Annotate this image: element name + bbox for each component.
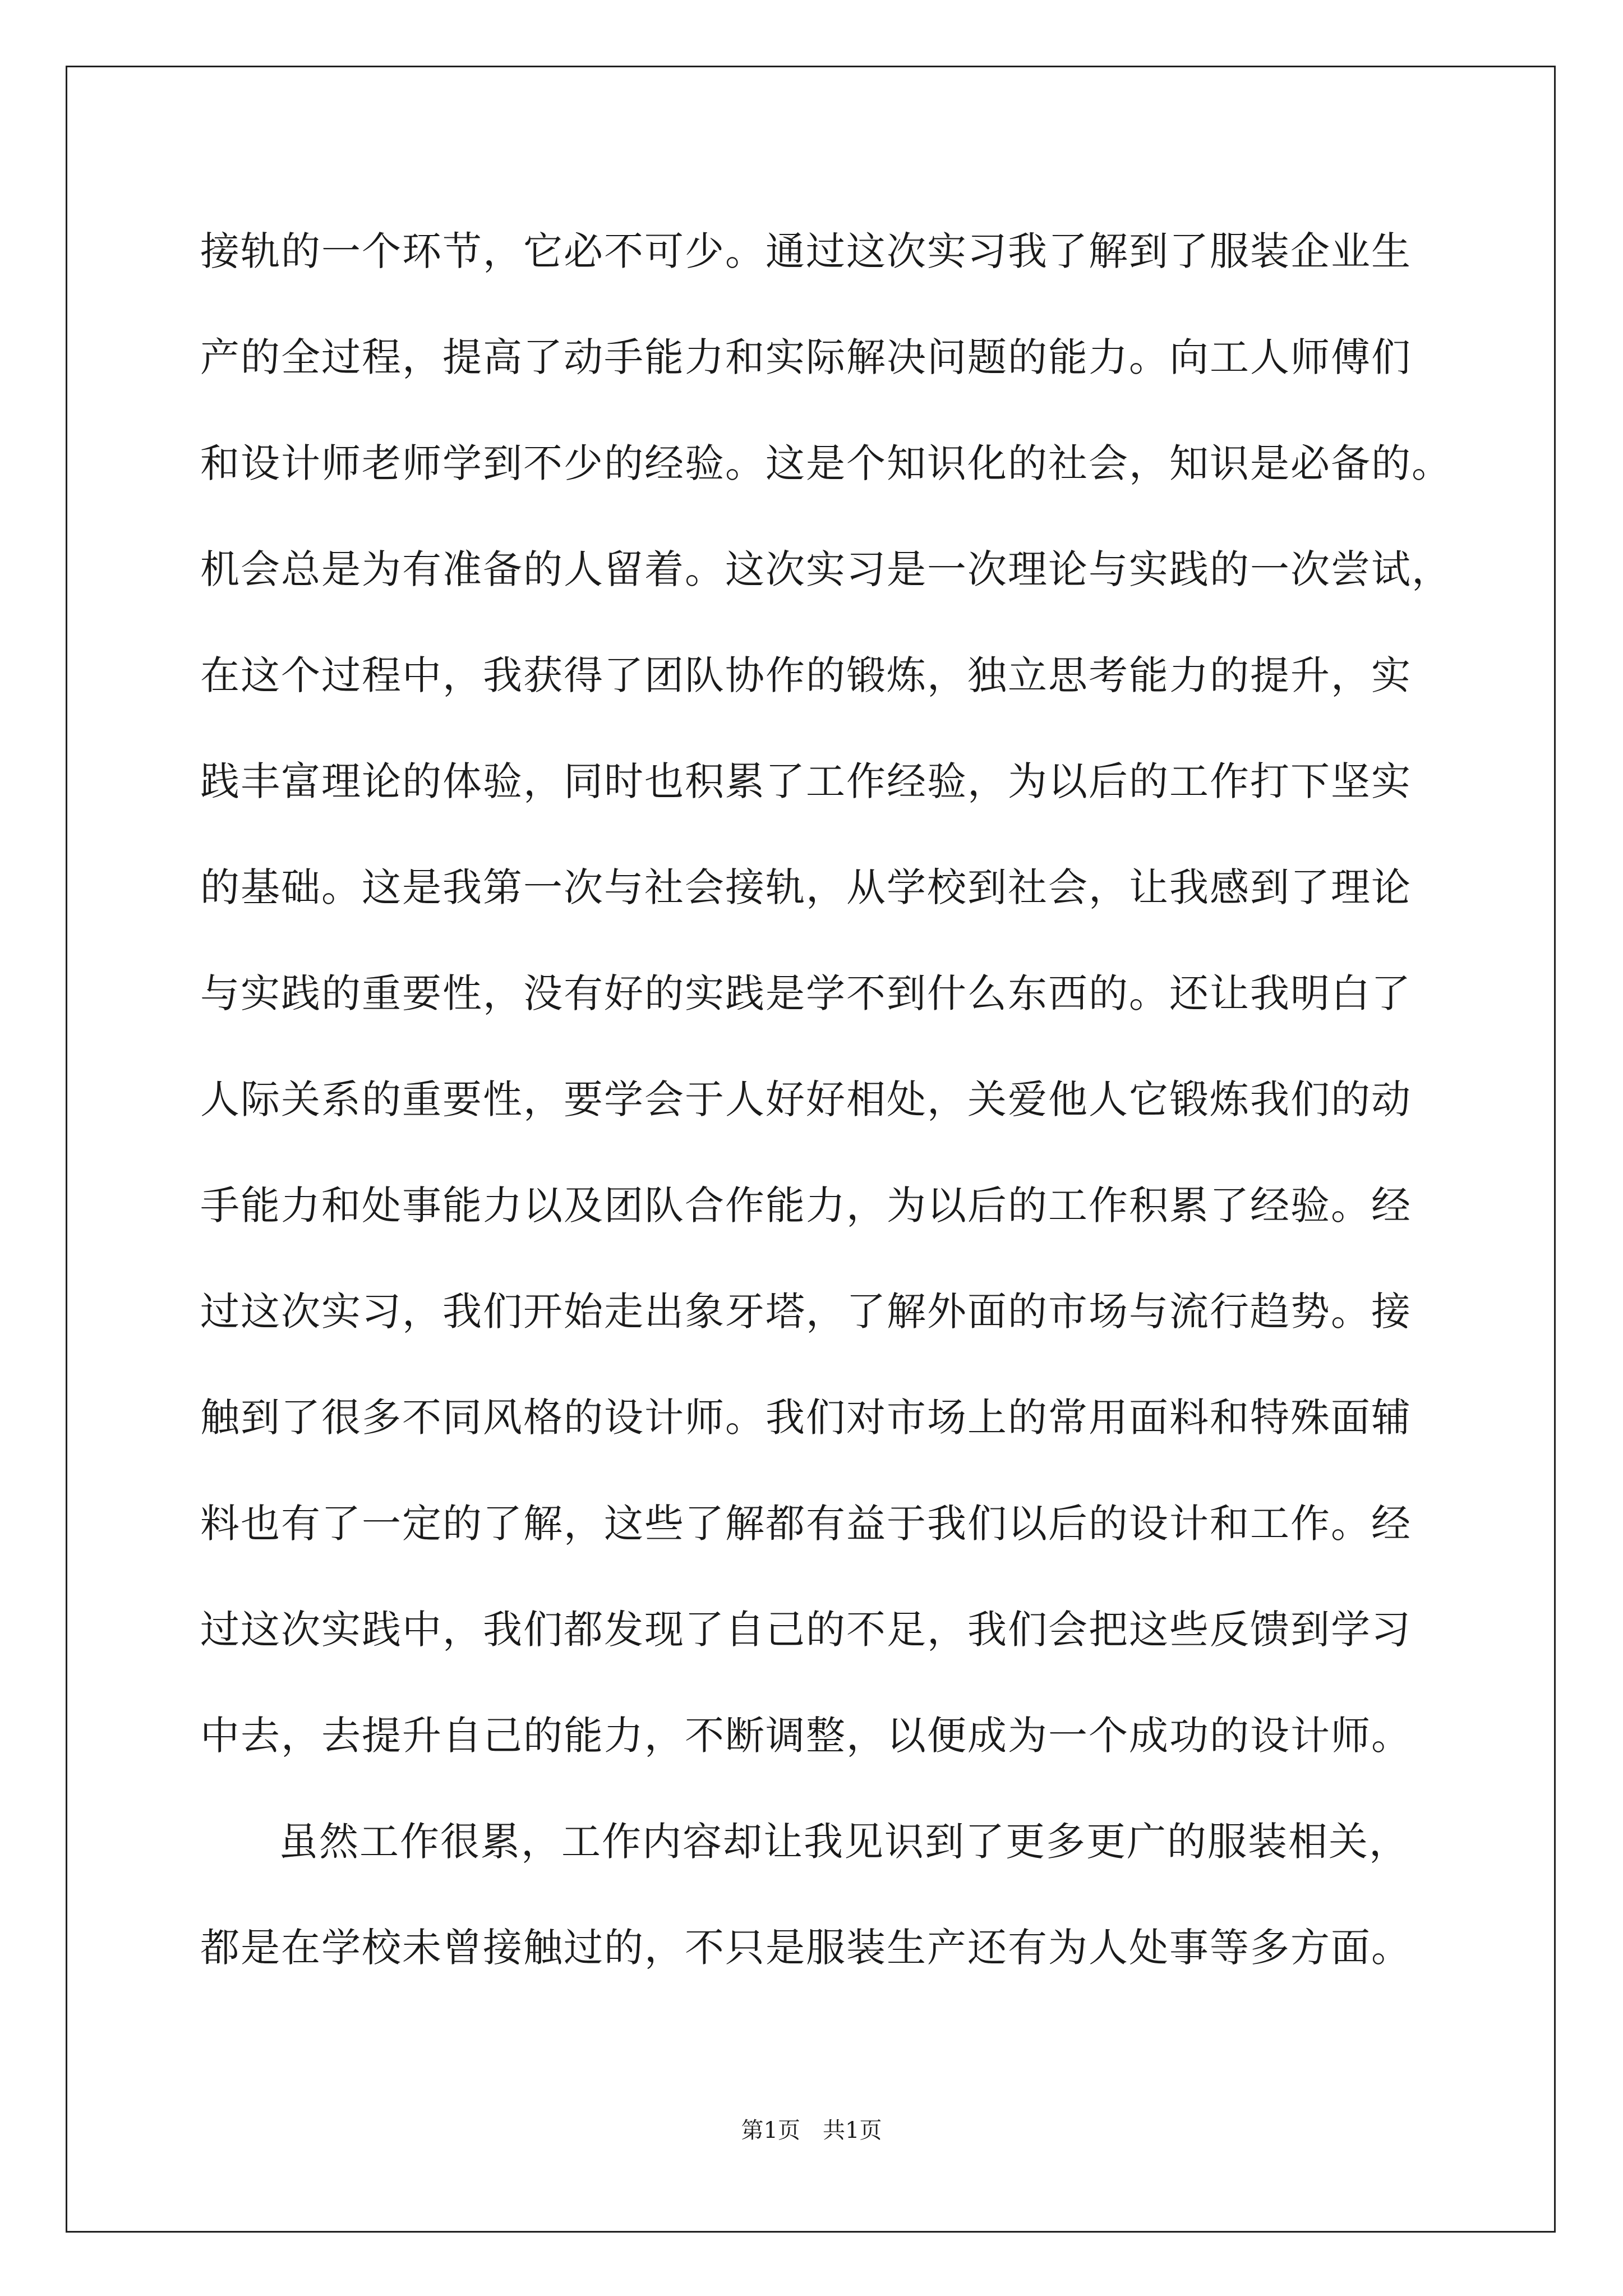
text-line: 和设计师老师学到不少的经验。这是个知识化的社会，知识是必备的。 (200, 440, 1452, 486)
text-line: 接轨的一个环节，它必不可少。通过这次实习我了解到了服装企业生 (200, 228, 1412, 274)
text-line: 与实践的重要性，没有好的实践是学不到什么东西的。还让我明白了 (200, 970, 1412, 1016)
text-line: 人际关系的重要性，要学会于人好好相处，关爱他人它锻炼我们的动 (200, 1076, 1412, 1122)
paragraph-start-line: 虽然工作很累，工作内容却让我见识到了更多更广的服装相关， (279, 1819, 1409, 1865)
text-line: 料也有了一定的了解，这些了解都有益于我们以后的设计和工作。经 (200, 1501, 1412, 1547)
text-line: 过这次实习，我们开始走出象牙塔，了解外面的市场与流行趋势。接 (200, 1289, 1412, 1335)
text-line: 手能力和处事能力以及团队合作能力，为以后的工作积累了经验。经 (200, 1182, 1412, 1228)
text-line: 中去，去提升自己的能力，不断调整，以便成为一个成功的设计师。 (200, 1713, 1412, 1759)
text-line: 都是在学校未曾接触过的，不只是服装生产还有为人处事等多方面。 (200, 1925, 1412, 1971)
document-body (200, 218, 1452, 2020)
text-line: 在这个过程中，我获得了团队协作的锻炼，独立思考能力的提升，实 (200, 652, 1412, 698)
text-line: 产的全过程，提高了动手能力和实际解决问题的能力。向工人师傅们 (200, 334, 1412, 380)
text-line: 的基础。这是我第一次与社会接轨，从学校到社会，让我感到了理论 (200, 864, 1412, 910)
text-line: 过这次实践中，我们都发现了自己的不足，我们会把这些反馈到学习 (200, 1607, 1412, 1653)
text-line: 机会总是为有准备的人留着。这次实习是一次理论与实践的一次尝试， (200, 546, 1452, 592)
text-line: 践丰富理论的体验，同时也积累了工作经验，为以后的工作打下坚实 (200, 758, 1412, 804)
text-line: 触到了很多不同风格的设计师。我们对市场上的常用面料和特殊面辅 (200, 1395, 1412, 1441)
page-number-footer: 第1页 共1页 (741, 2118, 882, 2143)
